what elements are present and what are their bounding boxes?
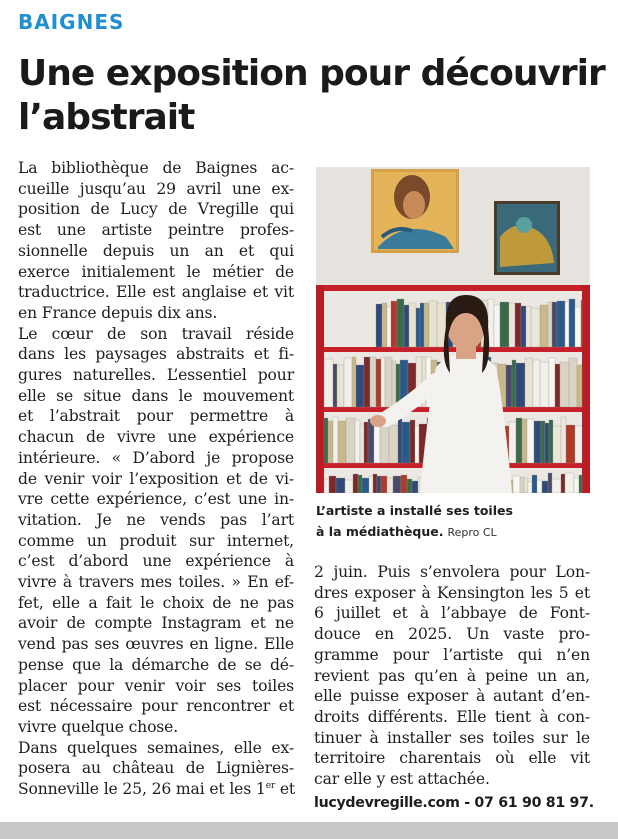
book-spine [391,301,397,347]
left-column-line: vitation. Je ne vends pas l’art [18,510,294,529]
left-column-line: sionnelle depuis un an et qui [18,241,294,260]
book-spine [552,302,557,347]
book-spine [581,300,582,347]
book-spine [329,476,336,493]
left-column-line: vend pas ses œuvres en ligne. Elle [18,635,294,654]
left-column-line: dans les paysages abstraits et fi- [18,345,294,364]
book-spine [513,476,520,493]
left-column-line: La bibliothèque de Baignes ac- [18,159,294,177]
book-spine [548,473,552,493]
book-spine [376,304,382,347]
book-spine [540,362,549,407]
right-column-line: droits différents. Elle tient à con- [314,707,590,726]
book-spine [364,422,368,463]
book-spine [540,305,548,347]
book-spine [557,301,565,347]
body-left-column [18,158,294,800]
book-spine [370,357,376,407]
book-spine [569,358,577,407]
book-spine [381,358,385,407]
book-spine [352,357,356,407]
right-column-line: territoire charentais où elle vit [314,749,590,768]
book-spine [565,302,569,347]
book-spine [561,417,566,463]
book-spine [560,362,569,407]
left-column-line: vivre à travers mes toiles. » En ef- [18,573,294,592]
left-column-line: vivre quelque chose. [18,717,179,736]
headline [18,52,605,140]
book-spine [420,303,424,347]
photo-caption [316,500,592,543]
left-column-line: avoir de compte Instagram et ne [18,614,294,633]
book-spine [356,365,364,407]
book-spine [528,482,532,493]
book-spine [516,363,525,407]
book-spine [393,476,401,493]
right-column-line: dres exposer à Kensington les 5 et [314,583,590,602]
book-spine [397,299,404,347]
left-column-line: c’est d’abord une expérience à [18,552,294,571]
left-column-line: est nécessaire pour rencontrer et [18,697,294,716]
book-spine [524,478,528,493]
book-spine [534,421,541,463]
library-scene-image [316,167,590,493]
book-spine [398,419,402,463]
book-spine [520,477,524,493]
left-column-line: est une artiste peintre profes- [18,221,294,240]
book-spine [337,365,344,407]
contact-line: lucydevregille.com - 07 61 90 81 97. [314,795,594,811]
book-spine [346,418,355,463]
book-spine [429,301,437,347]
book-spine [389,425,398,463]
left-column-line: exerce initialement le métier de [18,262,294,281]
book-spine [324,418,328,463]
book-spine [409,303,416,347]
left-column-line: vre cette expérience, c’est une in- [18,490,294,509]
book-spine [537,480,542,493]
book-spine [376,359,381,407]
left-column-line-tail: et [275,780,296,799]
book-spine [381,476,387,493]
photo-credit: Repro CL [447,526,497,539]
book-spine [561,474,565,493]
book-spine [377,476,381,493]
caption-line-1: L’artiste a installé ses toiles [316,503,513,518]
book-spine [344,358,352,407]
book-spine [407,479,412,493]
left-column-line: Le cœur de son travail réside [18,324,294,343]
book-spine [527,419,534,463]
headline-line-2: l’abstrait [18,97,195,138]
book-spine [574,478,579,493]
book-spine [509,303,515,347]
book-spine [525,358,533,407]
book-spine [516,418,522,463]
left-column-line: elle se situe dans le mouvement [18,386,294,405]
book-spine [424,303,429,347]
right-column-line: tinuer à installer ses toiles sur le [314,728,590,747]
left-column-line: cueille jusqu’au 29 avril une ex- [18,179,294,198]
left-column-line: et l’abstrait pour permettre à [18,407,294,426]
caption-line-2: à la médiathèque. [316,524,444,539]
left-column-line: de venir voir l’exposition et de vi- [18,469,294,488]
book-spine [545,423,549,463]
book-spine [549,420,553,463]
left-column-line: fet, elle a fait le choix de ne pas [18,593,294,612]
right-column-line: 2 juin. Puis s’envolera pour Lon- [314,563,590,581]
book-spine [532,475,537,493]
left-column-line: placer pour venir voir ses toiles [18,676,294,695]
book-spine [553,426,561,463]
left-column-line: en France depuis dix ans. [18,303,218,322]
book-spine [373,474,377,493]
book-spine [382,303,387,347]
book-spine [565,473,574,493]
book-spine [410,420,415,463]
right-column-line: revient pas qu’en à peine un an, [314,666,590,685]
book-spine [555,364,560,407]
book-spine [522,419,527,463]
left-column-line: intérieure. « D’abord je propose [18,448,294,467]
book-spine [385,357,392,407]
book-spine [569,299,575,347]
page-bottom-band [0,822,618,839]
book-spine [566,425,575,463]
book-spine [415,426,419,463]
book-spine [401,475,407,493]
book-spine [575,307,581,347]
book-spine [387,307,391,347]
book-spine [355,420,360,463]
book-spine [336,478,345,493]
left-column-line: comme un produit sur internet, [18,531,294,550]
section-kicker: BAIGNES [18,10,125,34]
right-column-line: douce en 2025. Un vaste pro- [314,625,590,644]
left-column-line: chacun de vivre une expérience [18,428,294,447]
left-column-line: gures naturelles. L’essentiel pour [18,366,294,385]
book-spine [402,422,410,463]
book-spine [360,424,364,463]
right-column-line: elle puisse exposer à autant d’en- [314,687,590,706]
book-spine [324,359,333,407]
book-spine [416,308,420,347]
right-column-line: 6 juillet et à l’abbaye de Font- [314,604,590,623]
left-column-line: posera au château de Lignières- [18,759,294,778]
book-spine [345,480,353,493]
left-column-line: Sonneville le 25, 26 mai et les 1er et [18,780,296,799]
book-spine [328,421,333,463]
book-spine [392,361,396,407]
book-spine [333,364,337,407]
book-spine [577,365,582,407]
book-spine [494,305,500,347]
book-spine [548,302,552,347]
book-spine [575,426,582,463]
book-spine [579,475,582,493]
book-spine [369,476,373,493]
book-spine [552,479,561,493]
book-spine [364,357,370,407]
book-spine [358,475,362,493]
body-right-column [314,562,590,790]
book-spine [380,426,389,463]
ordinal-superscript: er [265,781,276,792]
left-column-line: Dans quelques semaines, elle ex- [18,738,294,757]
book-spine [404,305,409,347]
article-photo [316,167,590,493]
left-column-line: pense que la démarche de se dé- [18,655,294,674]
book-spine [353,474,358,493]
book-spine [533,360,540,407]
left-column-line: traductrice. Elle est anglaise et vit [18,283,294,302]
book-spine [512,360,516,407]
book-spine [531,308,540,347]
book-spine [338,421,346,463]
book-spine [515,303,521,347]
book-spine [521,306,526,347]
book-spine [324,479,329,493]
book-spine [387,478,393,493]
book-spine [362,478,369,493]
book-spine [500,302,509,347]
right-column-line: car elle y est attachée. [314,770,490,789]
headline-line-1: Une exposition pour découvrir [18,53,605,94]
book-spine [509,422,516,463]
book-spine [541,421,545,463]
book-spine [412,481,418,493]
right-column-line: gramme pour l’artiste qui n’en [314,645,590,664]
book-spine [506,365,512,407]
left-column-line: position de Lucy de Vregille qui [18,200,294,219]
book-spine [549,358,555,407]
book-spine [526,306,531,347]
book-spine [333,417,338,463]
book-spine [542,481,548,493]
